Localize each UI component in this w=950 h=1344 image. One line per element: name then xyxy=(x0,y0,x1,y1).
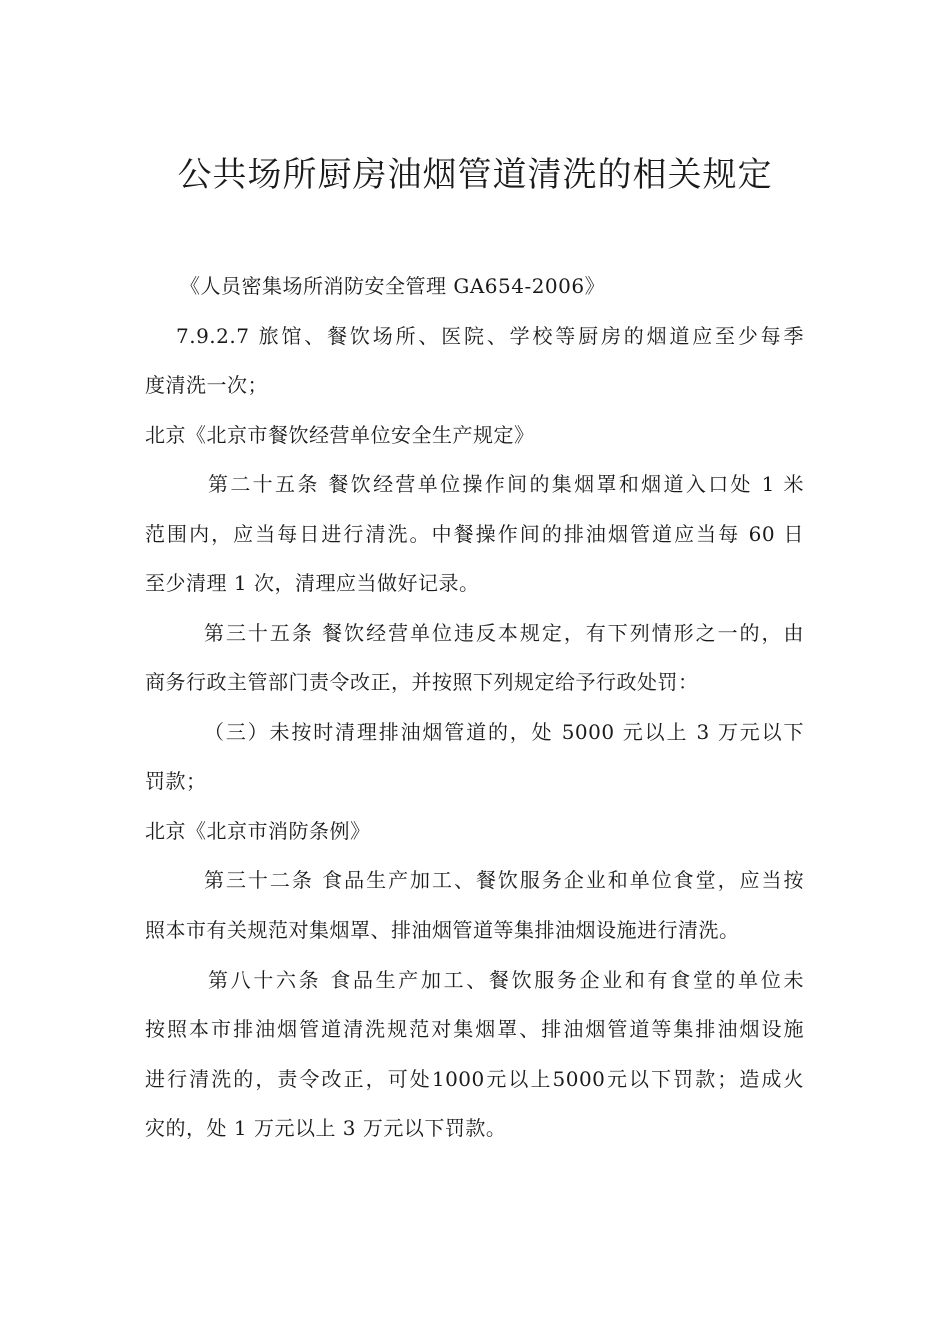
article-32-line-1: 第三十二条 食品生产加工、餐饮服务企业和单位食堂，应当按 xyxy=(204,868,804,892)
clause-7927-line-2: 度清洗一次； xyxy=(145,373,268,397)
beijing-catering-regulation-heading: 北京《北京市餐饮经营单位安全生产规定》 xyxy=(145,423,535,447)
article-86-line-4: 灾的，处 1 万元以上 3 万元以下罚款。 xyxy=(145,1116,507,1140)
beijing-fire-regulation-heading: 北京《北京市消防条例》 xyxy=(145,819,371,843)
article-35-line-2: 商务行政主管部门责令改正，并按照下列规定给予行政处罚： xyxy=(145,670,699,694)
standard-reference: 《人员密集场所消防安全管理 GA654-2006》 xyxy=(180,274,606,298)
article-35-line-1: 第三十五条 餐饮经营单位违反本规定，有下列情形之一的，由 xyxy=(204,621,804,645)
article-86-line-3: 进行清洗的，责令改正，可处1000元以上5000元以下罚款；造成火 xyxy=(145,1067,804,1091)
article-86-line-1: 第八十六条 食品生产加工、餐饮服务企业和有食堂的单位未 xyxy=(208,968,804,992)
document-title: 公共场所厨房油烟管道清洗的相关规定 xyxy=(177,155,773,195)
article-35-item-3-line-2: 罚款； xyxy=(145,769,207,793)
article-32-line-2: 照本市有关规范对集烟罩、排油烟管道等集排油烟设施进行清洗。 xyxy=(145,918,740,942)
article-25-line-2: 范围内，应当每日进行清洗。中餐操作间的排油烟管道应当每 60 日 xyxy=(145,522,804,546)
clause-7927-line-1: 7.9.2.7 旅馆、餐饮场所、医院、学校等厨房的烟道应至少每季 xyxy=(176,324,804,348)
article-86-line-2: 按照本市排油烟管道清洗规范对集烟罩、排油烟管道等集排油烟设施 xyxy=(145,1017,804,1041)
article-35-item-3-line-1: （三）未按时清理排油烟管道的，处 5000 元以上 3 万元以下 xyxy=(204,720,804,744)
article-25-line-1: 第二十五条 餐饮经营单位操作间的集烟罩和烟道入口处 1 米 xyxy=(208,472,804,496)
article-25-line-3: 至少清理 1 次，清理应当做好记录。 xyxy=(145,571,480,595)
